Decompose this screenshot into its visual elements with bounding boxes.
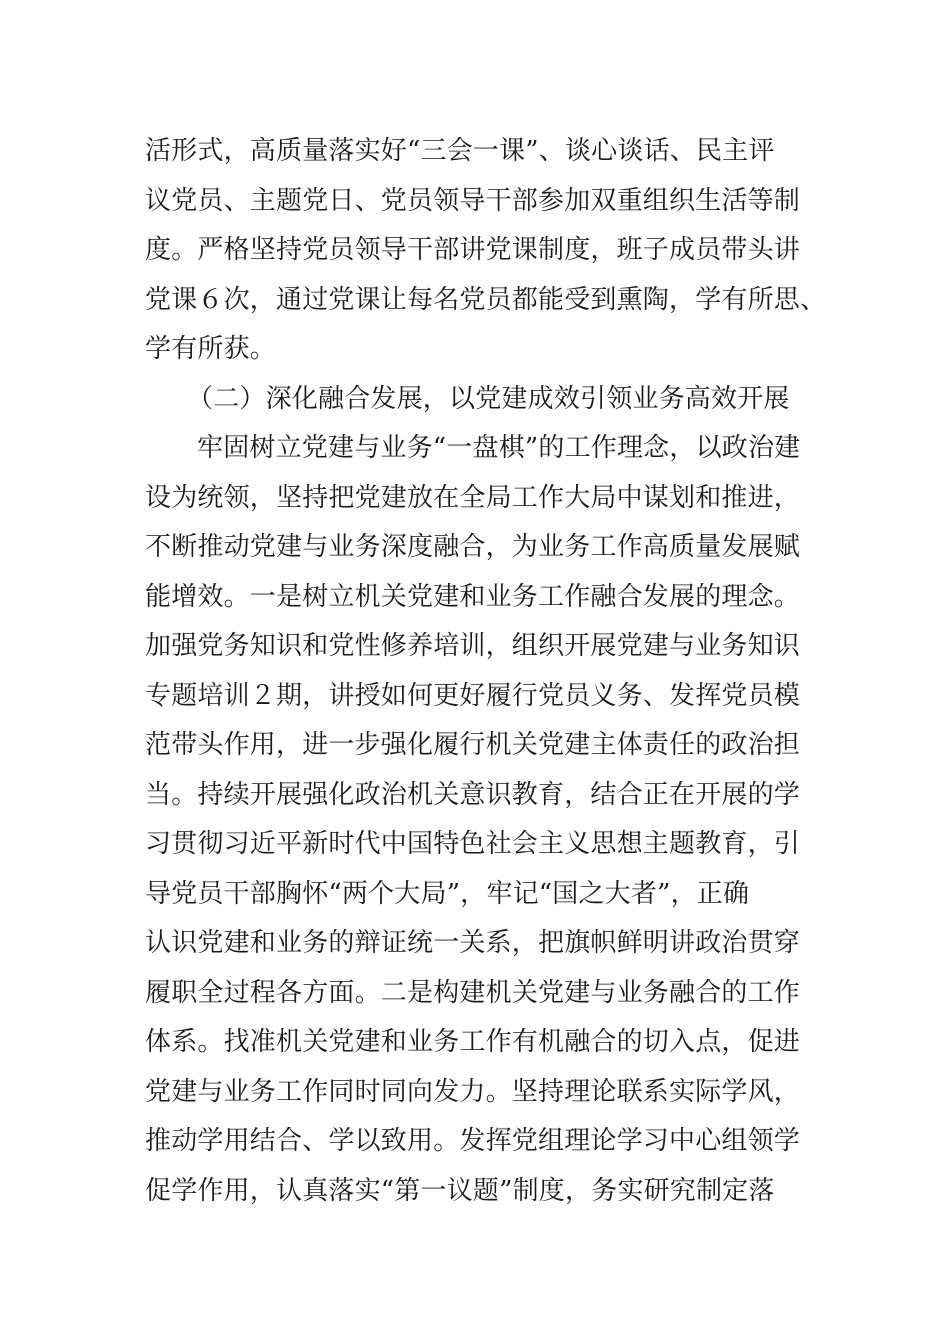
paragraph-line: 加强党务知识和党性修养培训，组织开展党建与业务知识 (145, 631, 801, 661)
document-body (145, 127, 825, 1216)
paragraph-line: 设为统领，坚持把党建放在全局工作大局中谋划和推进， (145, 482, 801, 513)
paragraph-line: 习贯彻习近平新时代中国特色社会主义思想主题教育，引 (145, 829, 801, 859)
section-heading: （二）深化融合发展，以党建成效引领业务高效开展 (187, 383, 790, 414)
paragraph-line: 活形式，高质量落实好“三会一课”、谈心谈话、民主评 (145, 136, 775, 166)
paragraph-line: 体系。找准机关党建和业务工作有机融合的切入点，促进 (145, 1027, 801, 1057)
paragraph-line: 促学作用，认真落实“第一议题”制度，务实研究制定落 (145, 1175, 775, 1206)
paragraph-line: 不断推动党建与业务深度融合，为业务工作高质量发展赋 (145, 532, 801, 562)
paragraph-line: 议党员、主题党日、党员领导干部参加双重组织生活等制 (145, 185, 801, 216)
paragraph-line: 度。严格坚持党员领导干部讲党课制度，班子成员带头讲 (145, 235, 801, 265)
paragraph-line: 推动学用结合、学以致用。发挥党组理论学习中心组领学 (145, 1126, 801, 1156)
paragraph-line: 履职全过程各方面。二是构建机关党建与业务融合的工作 (145, 977, 801, 1008)
paragraph-line: 牢固树立党建与业务“一盘棋”的工作理念，以政治建 (197, 433, 801, 463)
paragraph-line: 党课６次，通过党课让每名党员都能受到熏陶，学有所思、 (145, 284, 827, 315)
paragraph-line: 专题培训２期，讲授如何更好履行党员义务、发挥党员模 (145, 680, 801, 711)
paragraph-line: 当。持续开展强化政治机关意识教育，结合正在开展的学 (145, 779, 801, 810)
paragraph-line: 范带头作用，进一步强化履行机关党建主体责任的政治担 (145, 730, 801, 760)
paragraph-line: 能增效。一是树立机关党建和业务工作融合发展的理念。 (145, 581, 801, 612)
paragraph-line: 认识党建和业务的辩证统一关系，把旗帜鲜明讲政治贯穿 (145, 928, 801, 958)
paragraph-line: 党建与业务工作同时同向发力。坚持理论联系实际学风， (145, 1076, 801, 1107)
paragraph-line: 学有所获。 (145, 334, 277, 364)
paragraph-line: 导党员干部胸怀“两个大局”，牢记“国之大者”，正确 (145, 878, 750, 909)
